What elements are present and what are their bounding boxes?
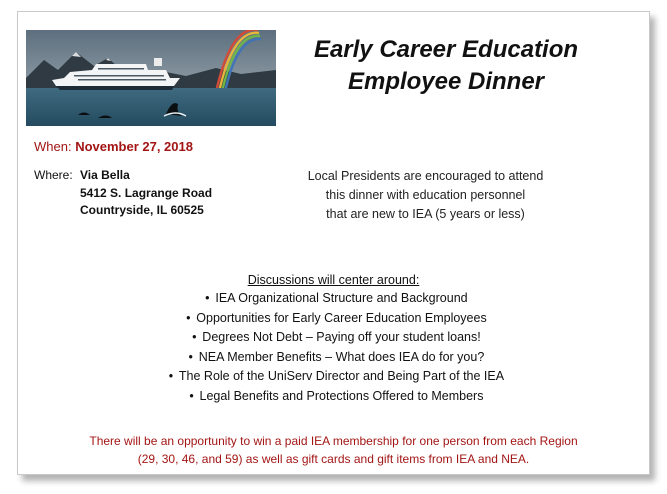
footer-line: (29, 30, 46, and 59) as well as gift cards and gift items from IEA and NEA. [137,452,530,466]
bullet-icon: • [192,330,197,345]
discussion-heading: Discussions will center around: [247,273,420,287]
footer-line: There will be an opportunity to win a paid IEA membership for one person from each Region [89,434,578,448]
bullet-icon: • [189,388,194,403]
list-item: • IEA Organizational Structure and Background [18,289,649,309]
list-item: • Opportunities for Early Career Education Employees [18,309,649,329]
invitation-note [288,167,563,224]
event-location [34,167,213,217]
discussion-section [18,271,649,407]
note-line: this dinner with education personnel [325,188,526,202]
bullet-icon: • [168,369,174,384]
address-block [80,167,212,220]
note-line: that are new to IEA (5 years or less) [326,207,525,221]
list-item: • The Role of the UniServ Director and Being Part of the IEA [18,367,649,387]
bullet-icon: • [186,310,191,325]
street-address: 5412 S. Lagrange Road [80,185,213,200]
list-item: • Degrees Not Debt – Paying off your student loans! [18,328,649,348]
city-state-zip: Countryside, IL 60525 [80,203,204,217]
title-line-1: Early Career Education [313,36,579,63]
page-title [286,34,606,98]
where-label: Where: [34,168,73,182]
flyer [17,11,650,475]
bullet-icon: • [205,291,210,305]
venue-name: Via Bella [80,168,130,182]
when-value: November 27, 2018 [75,139,193,154]
raffle-notice [18,432,649,468]
cruise-ship-rainbow-photo [26,30,276,126]
event-date [34,139,193,154]
list-item: • Legal Benefits and Protections Offered to Members [18,387,649,407]
title-line-2: Employee Dinner [347,68,545,95]
discussion-list [18,289,649,407]
note-line: Local Presidents are encouraged to attend [307,169,544,183]
when-label: When: [34,139,76,154]
list-item: • NEA Member Benefits – What does IEA do for you? [18,348,649,368]
bullet-icon: • [188,349,193,364]
